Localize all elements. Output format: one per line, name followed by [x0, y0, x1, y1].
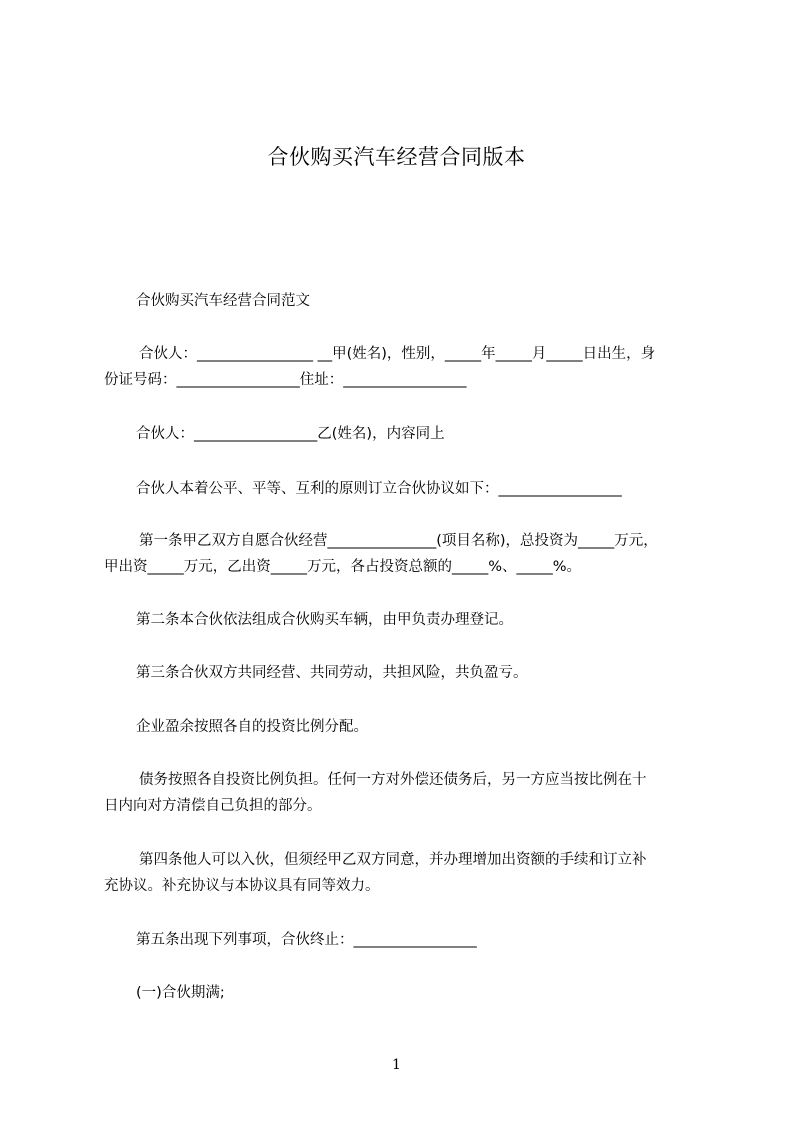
- paragraph-line: 甲出资_____万元，乙出资_____万元，各占投资总额的_____%、_____%。: [104, 559, 582, 575]
- paragraph-line: 债务按照各自投资比例负担。任何一方对外偿还债务后，另一方应当按比例在十: [139, 772, 647, 788]
- paragraph-line: (一)合伙期满;: [136, 985, 225, 1001]
- paragraph-line: 第一条甲乙双方自愿合伙经营_______________(项目名称)，总投资为_____万元，: [139, 533, 658, 549]
- paragraph-item-1: [104, 980, 690, 1006]
- paragraph-line: 企业盈余按照各自的投资比例分配。: [136, 719, 368, 735]
- paragraph-line: 合伙购买汽车经营合同范文: [136, 293, 310, 309]
- paragraph-debt: [104, 767, 690, 819]
- paragraph-article-5: [104, 927, 690, 953]
- paragraph-line: 第三条合伙双方共同经营、共同劳动，共担风险，共负盈亏。: [136, 665, 528, 681]
- paragraph-partner-b: [104, 421, 690, 447]
- paragraph-line: 充协议。补充协议与本协议具有同等效力。: [104, 878, 380, 894]
- paragraph-intro: [104, 288, 690, 314]
- page-number: 1: [392, 1057, 401, 1073]
- paragraph-profit: [104, 714, 690, 740]
- paragraph-line: 第五条出现下列事项，合伙终止：_________________: [136, 932, 477, 948]
- paragraph-line: 日内向对方清偿自己负担的部分。: [104, 798, 322, 814]
- paragraph-partner-a: [104, 341, 690, 393]
- paragraph-line: 第四条他人可以入伙，但须经甲乙双方同意，并办理增加出资额的手续和订立补: [139, 852, 647, 868]
- paragraph-principle: [104, 476, 690, 502]
- paragraph-article-1: [104, 528, 690, 580]
- paragraph-line: 份证号码：_________________住址：_________________: [104, 372, 467, 388]
- paragraph-line: 第二条本合伙依法组成合伙购买车辆，由甲负责办理登记。: [136, 612, 513, 628]
- paragraph-line: 合伙人：________________ __甲(姓名)，性别，_____年_____月_____日出生，身: [139, 346, 656, 362]
- paragraph-line: 合伙人本着公平、平等、互利的原则订立合伙协议如下：_________________: [136, 481, 622, 497]
- paragraph-article-4: [104, 847, 690, 899]
- paragraph-article-2: [104, 607, 690, 633]
- document-title: 合伙购买汽车经营合同版本: [267, 145, 526, 169]
- paragraph-line: 合伙人：_________________乙(姓名)，内容同上: [136, 426, 445, 442]
- paragraph-article-3: [104, 660, 690, 686]
